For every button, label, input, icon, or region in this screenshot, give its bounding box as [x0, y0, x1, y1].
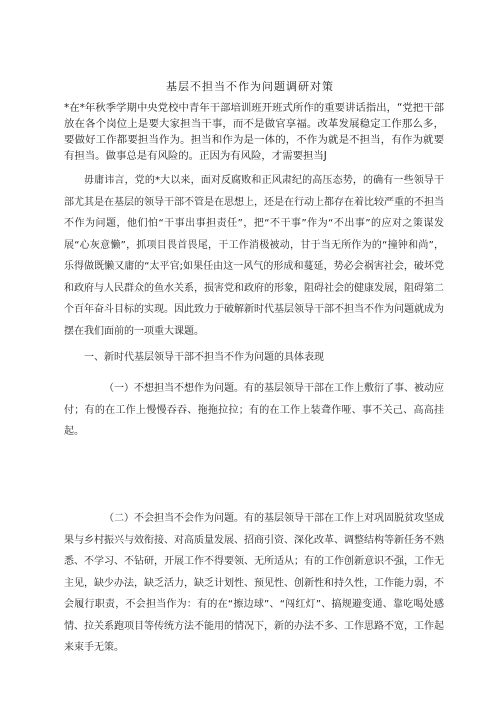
section-heading-1: 一、新时代基层领导干部不担当不作为问题的具体表现 — [84, 352, 324, 363]
document-title: 基层不担当不作为问题调研对策 — [166, 80, 334, 93]
intro-paragraph: *在*年秋季学期中央党校中青年干部培训班开班式所作的重要讲话指出，“党把干部放在各个岗位上是要大家担当干事，而不是做官享福。改革发展稳定工作那么多，要做好工作都要担当作为。担当和作为是一体的，不作为就是不担当，有作为就要有担当。做事总是有风险的。正因为有风险，才需要担当J — [64, 102, 444, 162]
body-paragraph-3: （二）不会担当不会作为问题。有的基层领导干部在工作上对巩固脱贫攻坚成果与乡村振兴与效衔接、对高质量发展、招商引资、深化改革、调整结构等新任务不熟悉、不学习、不钻研，开展工作不得要领、无所适从；有的工作创新意识不强，工作无主见，缺少办法，缺乏活力，缺乏计划性、预见性、创新性和持久性，工作能力弱，不会履行职责，不会担当作为：有的在“擦边球”、“闯红灯”、搞规避变通、靠吃喝处感情、拉关系跑项目等传统方法不能用的情况下，新的办法不多、工作思路不宽，工作起来束手无策。 — [64, 513, 444, 653]
body-paragraph-2: （一）不想担当不想作为问题。有的基层领导干部在工作上敷衍了事、被动应付；有的在工作上慢慢吞吞、拖拖拉拉；有的在工作上装聋作哑、事不关己、高高挂起。 — [64, 383, 444, 437]
body-paragraph-1: 毋庸讳言，党的*大以来，面对反腐败和正风肃纪的高压态势，的确有一些领导干部尤其是在基层的领导干部不管是在思想上，还是在行动上都存在着比较严重的不担当不作为问题，他们怕“干事出事担责任”，把“不干事”作为“不出事”的应对之策谋发展“心灰意懒”，抓项目畏首畏尾，干工作消极被动，甘于当无所作为的“撞钟和尚”，乐得做既懒又庸的“太平官;如果任由这一风气的形成和蔓延，势必会祸害社会，破坏党和政府与人民群众的鱼水关系，损害党和政府的形象，阻碍社会的健康发展，阻碍第二个百年奋斗目标的实现。因此致力于破解新时代基层领导干部不担当不作为问题就成为摆在我们面前的一项重大课题。 — [64, 175, 444, 337]
